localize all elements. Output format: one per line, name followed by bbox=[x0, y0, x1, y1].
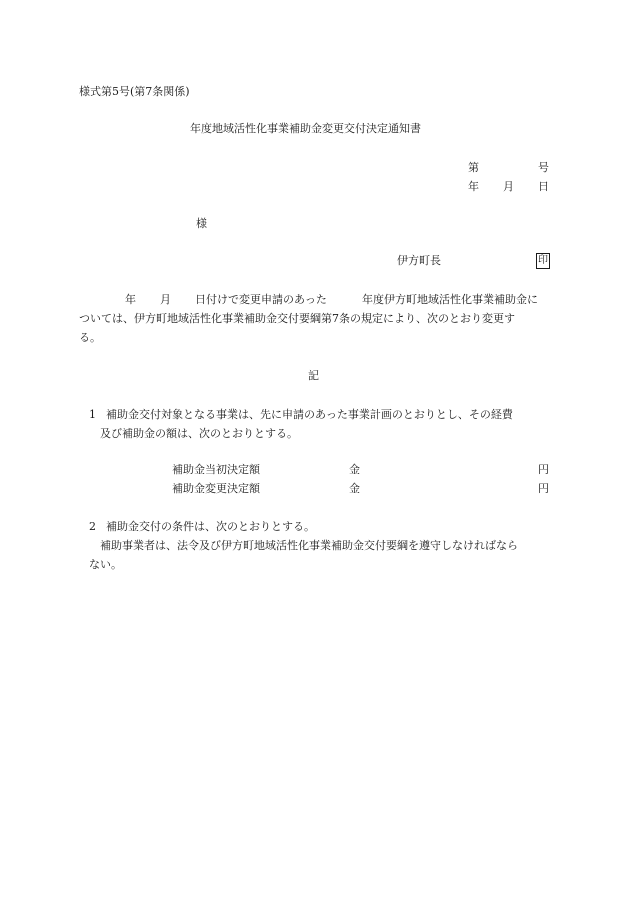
form-label: 様式第5号(第7条関係) bbox=[79, 85, 190, 98]
item2-text-line2: 補助事業者は、法令及び伊方町地域活性化事業補助金交付要綱を遵守しなければなら bbox=[100, 539, 518, 552]
body-text-line1-b: 年度伊方町地域活性化事業補助金に bbox=[362, 293, 538, 306]
date-year: 年 bbox=[468, 180, 479, 193]
recipient-honorific: 様 bbox=[196, 217, 207, 230]
doc-number-dai: 第 bbox=[468, 161, 479, 174]
amount-initial-label: 補助金当初決定額 bbox=[172, 463, 260, 476]
issuer-name: 伊方町長 bbox=[397, 254, 441, 267]
amount-changed-kin: 金 bbox=[349, 482, 360, 495]
item1-text-line2: 及び補助金の額は、次のとおりとする。 bbox=[100, 427, 298, 440]
doc-number-go: 号 bbox=[538, 161, 549, 174]
item2-number: 2 bbox=[89, 520, 96, 533]
body-text-line1-a: 日付けで変更申請のあった bbox=[195, 293, 327, 306]
body-month: 月 bbox=[160, 293, 171, 306]
document-title: 年度地域活性化事業補助金変更交付決定通知書 bbox=[190, 122, 421, 135]
amount-changed-yen: 円 bbox=[538, 482, 549, 495]
body-year: 年 bbox=[125, 293, 136, 306]
body-text-line2: ついては、伊方町地域活性化事業補助金交付要綱第7条の規定により、次のとおり変更す bbox=[79, 312, 515, 325]
date-day: 日 bbox=[538, 180, 549, 193]
item1-text-line1: 補助金交付対象となる事業は、先に申請のあった事業計画のとおりとし、その経費 bbox=[106, 408, 513, 421]
ki-heading: 記 bbox=[308, 369, 319, 382]
item2-text-line1: 補助金交付の条件は、次のとおりとする。 bbox=[106, 520, 315, 533]
amount-initial-kin: 金 bbox=[349, 463, 360, 476]
seal-mark: 印 bbox=[536, 253, 550, 269]
body-text-line3: る。 bbox=[79, 331, 101, 344]
date-month: 月 bbox=[503, 180, 514, 193]
item1-number: 1 bbox=[89, 408, 96, 421]
amount-changed-label: 補助金変更決定額 bbox=[172, 482, 260, 495]
amount-initial-yen: 円 bbox=[538, 463, 549, 476]
item2-text-line3: ない。 bbox=[89, 558, 122, 571]
